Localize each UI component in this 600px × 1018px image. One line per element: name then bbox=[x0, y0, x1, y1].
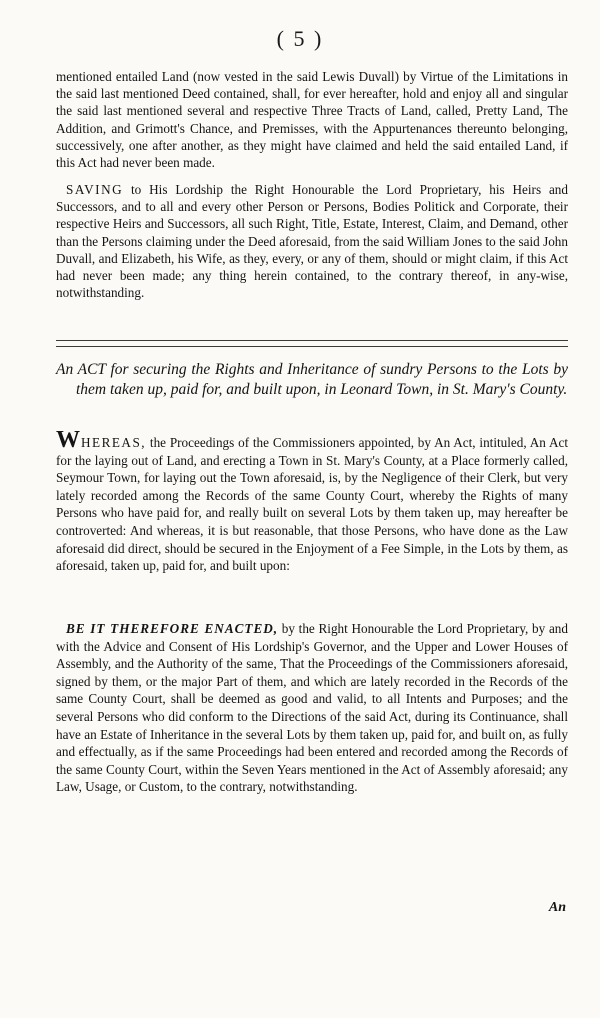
enactment-lead: BE IT THEREFORE ENACTED, bbox=[66, 621, 279, 636]
page-number: ( 5 ) bbox=[276, 26, 324, 51]
preamble-paragraph bbox=[56, 427, 568, 575]
enactment-paragraph bbox=[56, 620, 568, 796]
preamble-lead: HEREAS, bbox=[81, 435, 147, 450]
section-divider-top bbox=[56, 340, 568, 341]
saving-text: to His Lordship the Right Honourable the Lord Proprietary, his Heirs and Successors, and to all and every other Person or Persons, Bodies Politick and Corporate, their respective Heirs and Successors, all such Right, Title, Estate, Interest, Claim, and Demand, other than the Persons claiming under the Deed aforesaid, from the said William Jones to the said John Duvall, and Elizabeth, his Wife, as they, every, or any of them, should or might claim, if this Act had never been made; any thing herein contained, to the contrary thereof, in any-wise, notwithstanding. bbox=[56, 182, 568, 301]
paragraph-saving-clause bbox=[56, 181, 568, 301]
act-title-text: An ACT for securing the Rights and Inheritance of sundry Persons to the Lots by them taken up, paid for, and built upon, in Leonard Town, in St. Mary's County. bbox=[56, 361, 568, 398]
preamble-text: the Proceedings of the Commissioners appointed, by An Act, intituled, An Act for the laying out of Land, and erecting a Town in St. Mary's County, at a Place formerly called, Seymour Town, for laying out the Town aforesaid, is, by the Negligence of their Clerk, but very lately recorded among the Records of the same County Court, whereby the Rights of many Persons who have paid for, and really built on several Lots by them taken up, may hereafter be controverted: And whereas, it is but reasonable, that those Persons, who have done as the Law aforesaid did direct, should be secured in the Enjoyment of a Fee Simple, in the Lots by them, as aforesaid, taken up, paid for, and built upon: bbox=[56, 435, 568, 574]
enactment-text: by the Right Honourable the Lord Proprietary, by and with the Advice and Consent of His Lordship's Governor, and the Upper and Lower Houses of Assembly, and the Authority of the same, That the Proceedings of the Commissioners aforesaid, signed by them, or the major Part of them, and which are lately recorded in the Records of the same County Court, shall be deemed as good and valid, to all Intents and Purposes; and the several Persons who did conform to the Directions of the said Act, during its Continuance, shall have an Estate of Inheritance in the several Lots by them taken up, paid for, and built on, as fully and effectually, as if the same Proceedings had been entered and recorded among the Records of the same County Court, within the Seven Years mentioned in the Act of Assembly aforesaid; any Law, Usage, or Custom, to the contrary, notwithstanding. bbox=[56, 621, 568, 795]
section-divider-bottom bbox=[56, 346, 568, 347]
paragraph-text: mentioned entailed Land (now vested in the said Lewis Duvall) by Virtue of the Limitations in the said last mentioned Deed contained, shall, for ever hereafter, hold and enjoy all and singular the said last mentioned several and respective Three Tracts of Land, called, Pretty Land, The Addition, and Grimott's Chance, and Premisses, with the Appurtenances thereunto belonging, successively, one after another, as they might have claimed and held the said entailed Land, if this Act had never been made. bbox=[56, 69, 568, 171]
paragraph-entailed-land bbox=[56, 68, 568, 171]
catchword: An bbox=[548, 900, 566, 915]
saving-lead: SAVING bbox=[66, 182, 124, 197]
drop-cap-letter: W bbox=[56, 427, 81, 453]
act-title bbox=[56, 360, 568, 399]
